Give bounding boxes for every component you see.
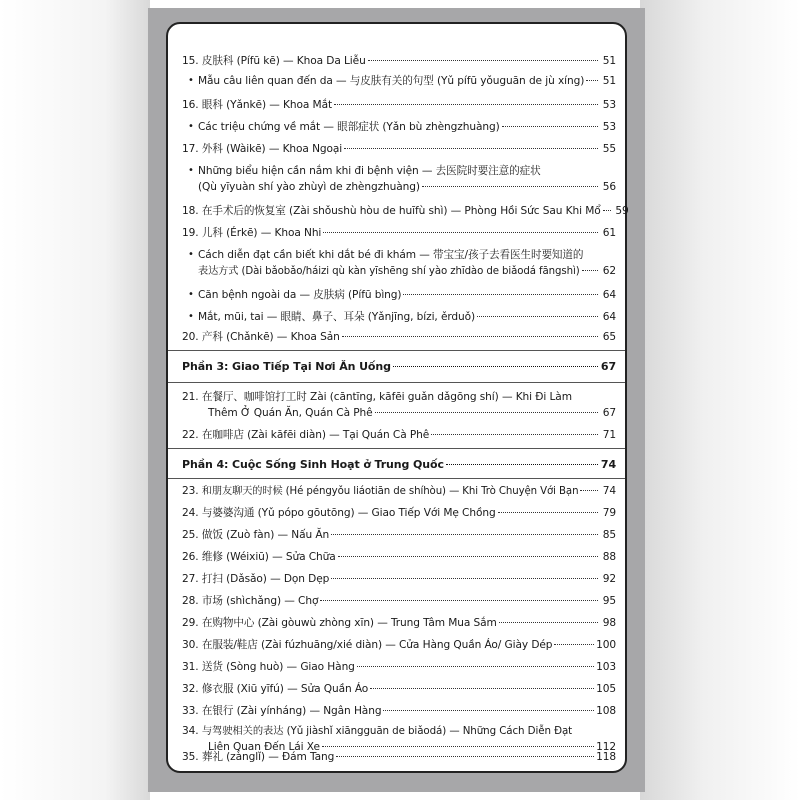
section-divider	[168, 382, 625, 383]
leader-dots	[586, 80, 598, 81]
bullet-icon: •	[188, 121, 194, 132]
entry-number: 17.	[182, 143, 199, 155]
part-title: Phần 4: Cuộc Sống Sinh Hoạt ở Trung Quốc	[182, 458, 444, 471]
entry-page: 55	[602, 143, 616, 155]
leader-dots	[431, 434, 598, 435]
entry-title: 和朋友聊天的时候 (Hé péngyǒu liáotiān de shíhòu) — Khi Trò Chuyện Với Bạn	[201, 486, 579, 497]
leader-dots	[344, 148, 598, 149]
leader-dots	[582, 270, 598, 271]
entry-number: 28.	[182, 595, 199, 607]
background-left	[0, 0, 150, 800]
entry-title: 在银行 (Zài yínháng) — Ngân Hàng	[201, 705, 382, 717]
toc-subentry[interactable]	[188, 120, 616, 134]
entry-number: 19.	[182, 227, 199, 239]
toc-entry-17[interactable]	[182, 142, 616, 156]
toc-subentry[interactable]	[188, 164, 616, 194]
entry-page: 79	[602, 507, 616, 519]
entry-number: 29.	[182, 617, 199, 629]
entry-number: 23.	[182, 485, 199, 497]
leader-dots	[502, 126, 598, 127]
entry-page: 56	[602, 181, 616, 193]
part-page: 67	[600, 360, 616, 373]
leader-dots	[383, 710, 594, 711]
leader-dots	[338, 556, 598, 557]
entry-title: Mắt, mũi, tai — 眼睛、鼻子、耳朵 (Yǎnjīng, bízi, ěrduǒ)	[198, 311, 476, 323]
bullet-icon: •	[188, 165, 194, 176]
entry-page: 95	[602, 595, 616, 607]
toc-entry-31[interactable]	[182, 660, 616, 674]
leader-dots	[375, 412, 598, 413]
entry-number: 27.	[182, 573, 199, 585]
entry-page: 64	[602, 289, 616, 301]
toc-entry-24[interactable]	[182, 506, 616, 520]
toc-entry-19[interactable]	[182, 226, 616, 240]
entry-title: 皮肤科 (Pífū kē) — Khoa Da Liễu	[201, 55, 366, 67]
entry-page: 53	[602, 121, 616, 133]
entry-number: 16.	[182, 99, 199, 111]
toc-entry-15[interactable]	[182, 54, 616, 68]
toc-entry-18[interactable]	[182, 204, 629, 218]
entry-title-line1: Những biểu hiện cần nắm khi đi bệnh viện — 去医院时要注意的症状	[198, 165, 541, 177]
toc-entry-30[interactable]	[182, 638, 616, 652]
entry-page: 71	[602, 429, 616, 441]
entry-title-line1: 与驾驶相关的表达 (Yǔ jiàshǐ xiāngguān de biǎodá) — Những Cách Diễn Đạt	[201, 725, 573, 737]
section-divider	[168, 478, 625, 479]
entry-page: 112	[596, 741, 616, 753]
toc-subentry[interactable]	[188, 288, 616, 302]
toc-entry-35[interactable]	[182, 750, 616, 764]
entry-page: 105	[596, 683, 616, 695]
entry-page: 100	[596, 639, 616, 651]
entry-title: Mẫu câu liên quan đến da — 与皮肤有关的句型 (Yǔ pífū yǒuguān de jù xíng)	[198, 75, 585, 87]
leader-dots	[342, 336, 598, 337]
entry-page: 92	[602, 573, 616, 585]
leader-dots	[370, 688, 594, 689]
toc-entry-16[interactable]	[182, 98, 616, 112]
entry-page: 98	[602, 617, 616, 629]
leader-dots	[323, 232, 598, 233]
entry-title: 打扫 (Dǎsǎo) — Dọn Dẹp	[201, 573, 330, 585]
entry-number: 22.	[182, 429, 199, 441]
entry-number: 31.	[182, 661, 199, 673]
entry-number: 26.	[182, 551, 199, 563]
entry-title: 做饭 (Zuò fàn) — Nấu Ăn	[201, 529, 330, 541]
toc-entry-26[interactable]	[182, 550, 616, 564]
entry-title-line1: 在餐厅、咖啡馆打工时 Zài (cāntīng, kāfēi guǎn dǎgōng shí) — Khi Đi Làm	[201, 391, 572, 403]
toc-entry-27[interactable]	[182, 572, 616, 586]
entry-page: 74	[602, 485, 616, 497]
toc-entry-20[interactable]	[182, 330, 616, 344]
entry-title: 外科 (Wàikē) — Khoa Ngoại	[201, 143, 343, 155]
entry-page: 51	[602, 75, 616, 87]
entry-page: 62	[602, 265, 616, 277]
entry-number: 34.	[182, 725, 199, 737]
toc-entry-28[interactable]	[182, 594, 616, 608]
entry-page: 61	[602, 227, 616, 239]
entry-page: 65	[602, 331, 616, 343]
toc-subentry[interactable]	[188, 248, 616, 279]
entry-number: 20.	[182, 331, 199, 343]
leader-dots	[368, 60, 598, 61]
entry-title: 维修 (Wéixiū) — Sửa Chữa	[201, 551, 336, 563]
toc-part-4[interactable]	[182, 458, 616, 472]
entry-page: 85	[602, 529, 616, 541]
entry-page: 88	[602, 551, 616, 563]
leader-dots	[336, 756, 594, 757]
toc-entry-33[interactable]	[182, 704, 616, 718]
leader-dots	[331, 534, 598, 535]
entry-title: 与婆婆沟通 (Yǔ pópo gōutōng) — Giao Tiếp Với Mẹ Chồng	[201, 507, 496, 519]
entry-number: 15.	[182, 55, 199, 67]
part-page: 74	[600, 458, 616, 471]
entry-page: 64	[602, 311, 616, 323]
toc-entry-21[interactable]	[182, 390, 616, 420]
part-title: Phần 3: Giao Tiếp Tại Nơi Ăn Uống	[182, 360, 391, 373]
leader-dots	[446, 464, 598, 465]
bullet-icon: •	[188, 289, 194, 300]
leader-dots	[499, 622, 598, 623]
entry-title: 表达方式 (Dài bǎobǎo/háizi qù kàn yīshēng shí yào zhīdào de biǎodá fāngshì)	[198, 266, 580, 277]
toc-subentry[interactable]	[188, 74, 616, 88]
entry-title: Liên Quan Đến Lái Xe	[208, 741, 320, 753]
entry-title: 在咖啡店 (Zài kāfēi diàn) — Tại Quán Cà Phê	[201, 429, 430, 441]
entry-title: (Qù yīyuàn shí yào zhùyì de zhèngzhuàng)	[198, 181, 420, 193]
entry-title: 修衣服 (Xiū yīfú) — Sửa Quần Áo	[201, 683, 369, 695]
entry-page: 67	[602, 407, 616, 419]
toc-entry-29[interactable]	[182, 616, 616, 630]
bullet-icon: •	[188, 311, 194, 322]
entry-title: Căn bệnh ngoài da — 皮肤病 (Pífū bìng)	[198, 289, 402, 301]
leader-dots	[554, 644, 594, 645]
entry-title: 在购物中心 (Zài gòuwù zhòng xīn) — Trung Tâm Mua Sắm	[201, 617, 497, 629]
entry-title: Thêm Ở Quán Ăn, Quán Cà Phê	[208, 407, 373, 419]
leader-dots	[498, 512, 598, 513]
entry-page: 108	[596, 705, 616, 717]
entry-number: 25.	[182, 529, 199, 541]
entry-title: Các triệu chứng về mắt — 眼部症状 (Yǎn bù zhèngzhuàng)	[198, 121, 500, 133]
section-divider	[168, 448, 625, 449]
toc-entry-25[interactable]	[182, 528, 616, 542]
entry-number: 32.	[182, 683, 199, 695]
entry-page: 118	[596, 751, 616, 763]
entry-page: 103	[596, 661, 616, 673]
entry-title-line1: Cách diễn đạt cần biết khi dắt bé đi khám — 带宝宝/孩子去看医生时要知道的	[198, 249, 584, 261]
leader-dots	[320, 600, 598, 601]
entry-number: 24.	[182, 507, 199, 519]
entry-title: 在服装/鞋店 (Zài fúzhuāng/xié diàn) — Cửa Hàng Quần Áo/ Giày Dép	[201, 639, 553, 651]
entry-title: 市场 (shìchǎng) — Chợ	[201, 595, 319, 607]
toc-entry-22[interactable]	[182, 428, 616, 442]
leader-dots	[403, 294, 598, 295]
entry-number: 18.	[182, 205, 199, 217]
leader-dots	[477, 316, 598, 317]
entry-title: 送货 (Sòng huò) — Giao Hàng	[201, 661, 355, 673]
toc-subentry[interactable]	[188, 310, 616, 324]
entry-page: 53	[602, 99, 616, 111]
entry-title: 产科 (Chǎnkē) — Khoa Sản	[201, 331, 340, 343]
entry-number: 35.	[182, 751, 199, 763]
toc-entry-23[interactable]	[182, 484, 616, 499]
entry-title: 眼科 (Yǎnkē) — Khoa Mắt	[201, 99, 333, 111]
section-divider	[168, 350, 625, 351]
leader-dots	[422, 186, 598, 187]
book-page	[148, 8, 645, 792]
leader-dots	[393, 366, 598, 367]
entry-page: 59	[615, 205, 629, 217]
leader-dots	[357, 666, 594, 667]
entry-title: 在手术后的恢复室 (Zài shǒushù hòu de huīfù shì) — Phòng Hồi Sức Sau Khi Mổ	[201, 205, 601, 217]
leader-dots	[322, 746, 594, 747]
bullet-icon: •	[188, 249, 194, 260]
toc-part-3[interactable]	[182, 360, 616, 374]
entry-number: 30.	[182, 639, 199, 651]
background-right	[640, 0, 800, 800]
entry-number: 33.	[182, 705, 199, 717]
leader-dots	[603, 210, 611, 211]
leader-dots	[334, 104, 598, 105]
entry-number: 21.	[182, 391, 199, 403]
entry-title: 儿科 (Érkē) — Khoa Nhi	[201, 227, 322, 239]
toc-entry-32[interactable]	[182, 682, 616, 696]
leader-dots	[331, 578, 598, 579]
entry-title: 葬礼 (zànglǐ) — Đám Tang	[201, 751, 335, 763]
entry-page: 51	[602, 55, 616, 67]
bullet-icon: •	[188, 75, 194, 86]
toc-card	[166, 22, 627, 773]
leader-dots	[580, 490, 598, 491]
